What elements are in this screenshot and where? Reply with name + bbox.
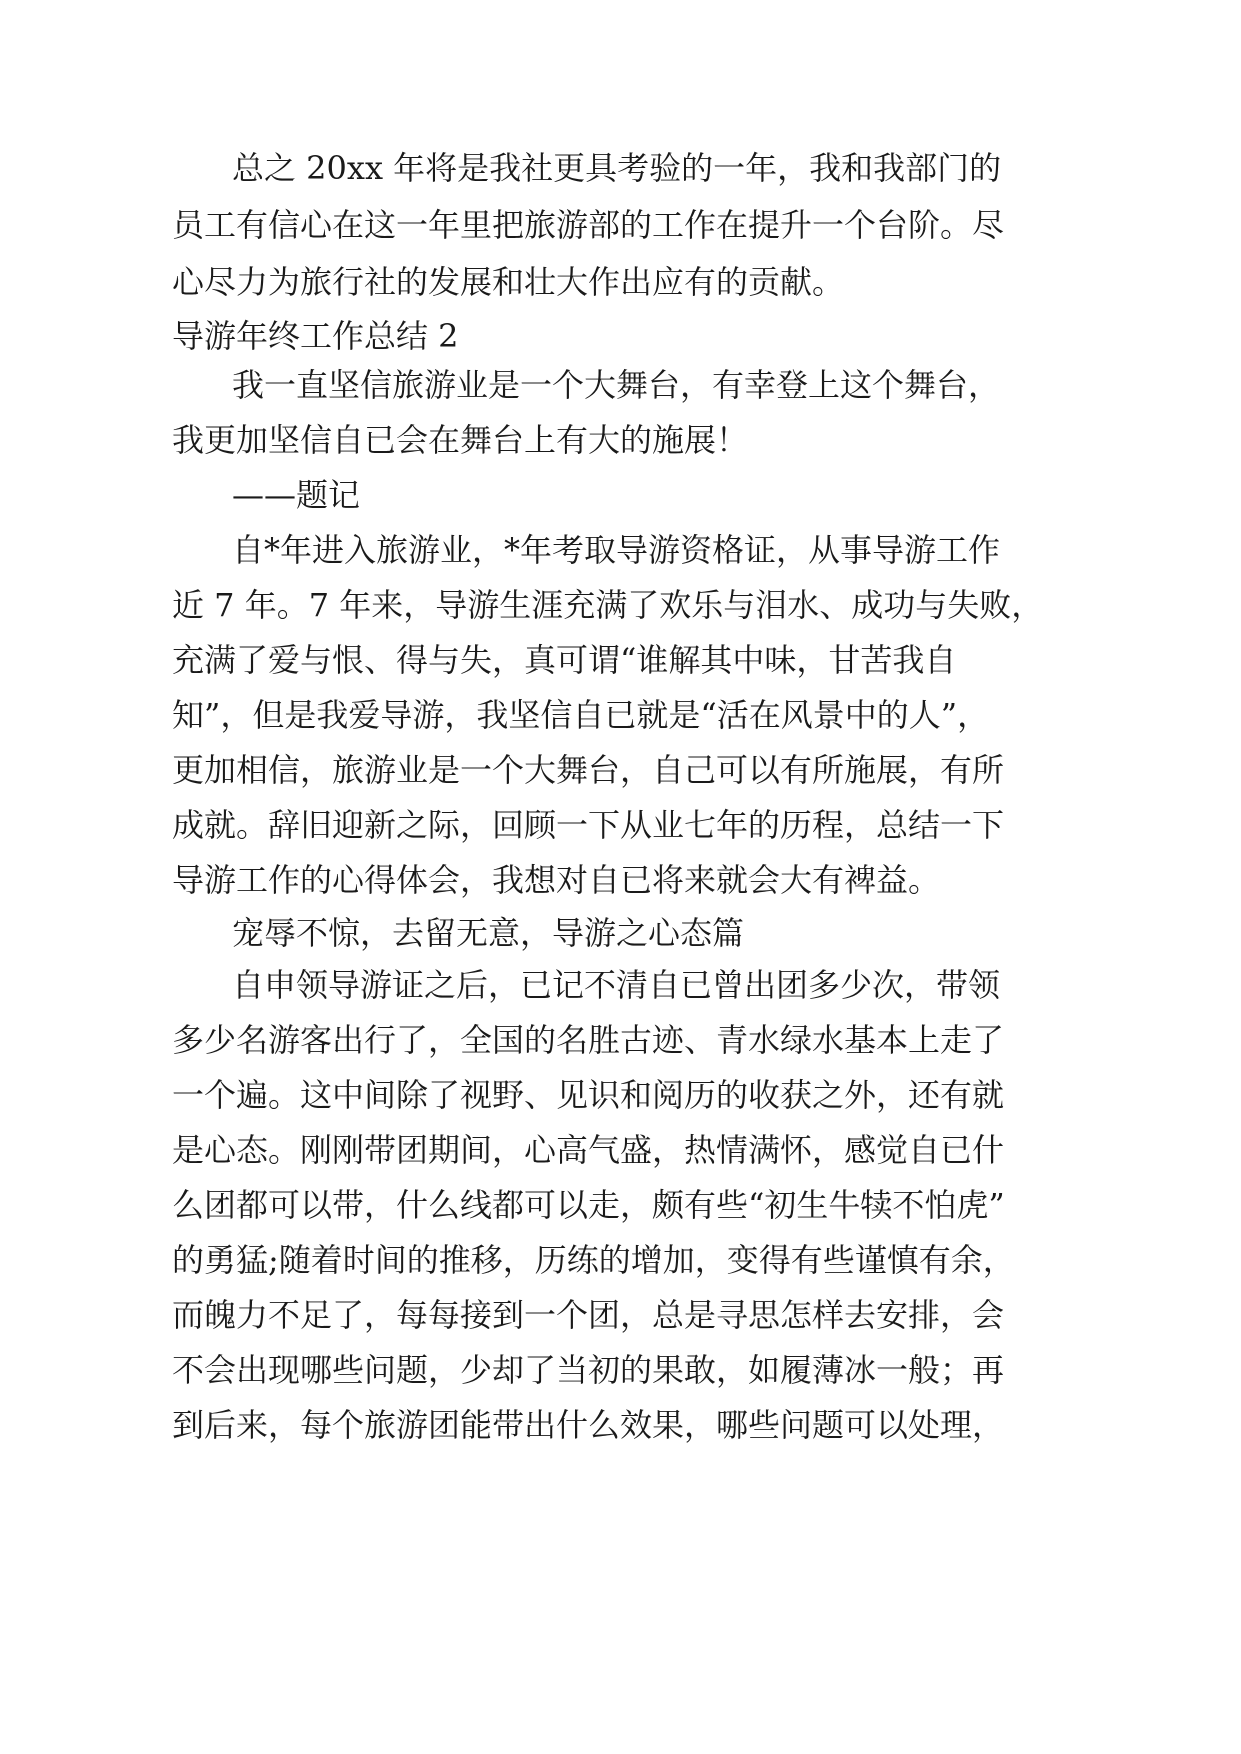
paragraph-line: 充满了爱与恨、得与失，真可谓“谁解其中味，甘苦我自 xyxy=(172,641,957,679)
paragraph-line: 的勇猛;随着时间的推移，历练的增加，变得有些谨慎有余， xyxy=(172,1241,1015,1279)
subsection-heading: 宠辱不惊，去留无意，导游之心态篇 xyxy=(232,914,745,952)
paragraph-line: 我更加坚信自已会在舞台上有大的施展！ xyxy=(172,421,749,459)
paragraph-line: 到后来，每个旅游团能带出什么效果，哪些问题可以处理， xyxy=(172,1406,1005,1444)
paragraph-line: 么团都可以带，什么线都可以走，颇有些“初生牛犊不怕虎” xyxy=(172,1186,1005,1224)
paragraph-line: 自申领导游证之后，已记不清自已曾出团多少次，带领 xyxy=(232,966,1001,1004)
paragraph-line: 员工有信心在这一年里把旅游部的工作在提升一个台阶。尽 xyxy=(172,206,1005,244)
paragraph-line: 自*年进入旅游业，*年考取导游资格证，从事导游工作 xyxy=(232,531,1001,569)
paragraph-line: 成就。辞旧迎新之际，回顾一下从业七年的历程，总结一下 xyxy=(172,806,1005,844)
paragraph-line: 是心态。刚刚带团期间，心高气盛，热情满怀，感觉自已什 xyxy=(172,1131,1005,1169)
paragraph-line: 总之 20xx 年将是我社更具考验的一年，我和我部门的 xyxy=(232,149,1002,187)
paragraph-line: 而魄力不足了，每每接到一个团，总是寻思怎样去安排，会 xyxy=(172,1296,1005,1334)
paragraph-line: 近 7 年。7 年来，导游生涯充满了欢乐与泪水、成功与失败， xyxy=(172,586,1044,624)
paragraph-line: 我一直坚信旅游业是一个大舞台，有幸登上这个舞台， xyxy=(232,366,1001,404)
paragraph-line: 知”，但是我爱导游，我坚信自已就是“活在风景中的人”， xyxy=(172,696,990,734)
paragraph-line: 多少名游客出行了，全国的名胜古迹、青水绿水基本上走了 xyxy=(172,1021,1005,1059)
paragraph-line: 导游工作的心得体会，我想对自已将来就会大有裨益。 xyxy=(172,861,941,899)
paragraph-line: 心尽力为旅行社的发展和壮大作出应有的贡献。 xyxy=(172,263,845,301)
paragraph-line: 更加相信，旅游业是一个大舞台，自己可以有所施展，有所 xyxy=(172,751,1005,789)
epigraph-attribution: ——题记 xyxy=(232,476,361,514)
paragraph-line: 一个遍。这中间除了视野、见识和阅历的收获之外，还有就 xyxy=(172,1076,1005,1114)
section-heading: 导游年终工作总结 2 xyxy=(172,317,459,355)
paragraph-line: 不会出现哪些问题，少却了当初的果敢，如履薄冰一般；再 xyxy=(172,1351,1005,1389)
